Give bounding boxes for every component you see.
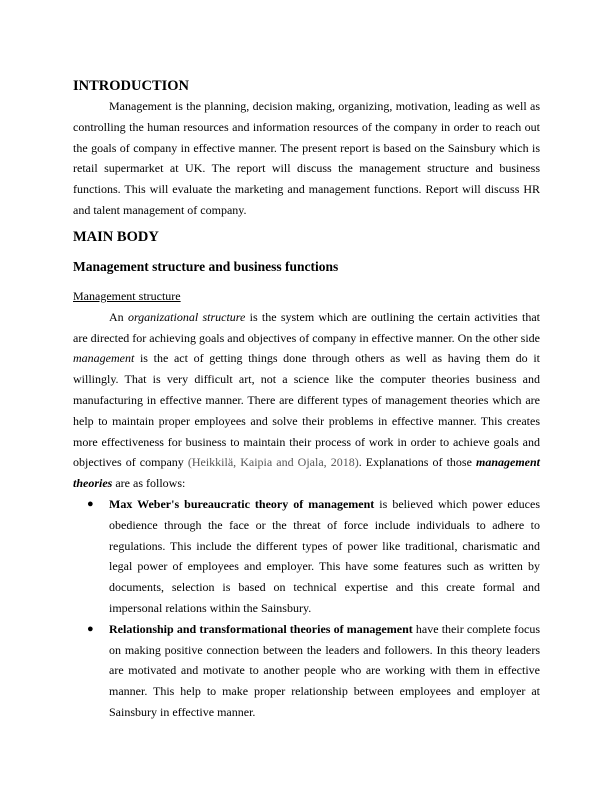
bullet-text: have their complete focus on making positive connection between the leaders and followers. In this theory leaders are motivated and motivate to another people who are working with them in effective manner. This help to make proper relationship between employees and employer at Sainsbury in effective manner. [109, 621, 540, 719]
para-text-2: is the system which are outlining the certain activities that are directed for achieving goals and objectives of company in effective manner. On the other side [73, 309, 540, 345]
bullet-text: is believed which power educes obedience through the face or the threat of force include individuals to adhere to regulations. This include the different types of power like traditional, charismatic and legal power of employees and employer. This have some features such as written by documents, selection is based on technical expertise and this create formal and impersonal relations within the Sainsbury. [109, 496, 540, 615]
bullet-bold: Relationship and transformational theories of management [109, 621, 413, 636]
bullet-icon: ● [87, 622, 94, 635]
document-page [73, 76, 540, 723]
bullet-bold: Max Weber's bureaucratic theory of management [109, 496, 375, 511]
para-text-4: . Explanations of those [358, 455, 476, 470]
bullet-icon: ● [87, 497, 94, 510]
citation: (Heikkilä, Kaipia and Ojala, 2018) [187, 455, 359, 470]
term-management-theories: management theories [73, 455, 540, 491]
para-text-5: are as follows: [112, 476, 186, 491]
para-text-3: is the act of getting things done through others as well as having them do it willingly. That is very difficult art, not a science like the computer theories business and manufacturing in effective manner. There are different types of management theories which are help to maintain proper employees and solve their problems in effective manner. This creates more effectiveness for business to maintain their process of work in order to achieve goals and objectives of company [73, 351, 540, 470]
list-item [73, 494, 540, 619]
intro-heading: INTRODUCTION [73, 78, 190, 94]
structure-paragraph [73, 307, 540, 494]
management-structure-label: Management structure [73, 288, 181, 303]
term-management: management [73, 351, 135, 366]
list-item [73, 619, 540, 723]
section-subheading: Management structure and business functions [73, 258, 339, 274]
theories-list [73, 494, 540, 723]
term-organizational-structure: organizational structure [127, 309, 246, 324]
intro-paragraph: Management is the planning, decision making, organizing, motivation, leading as well as controlling the human resources and information resources of the company in order to reach out the goals of company in effective manner. The present report is based on the Sainsbury which is retail supermarket at UK. The report will discuss the management structure and business functions. This will evaluate the marketing and management functions. Report will discuss HR and talent management of company. [73, 99, 540, 217]
main-body-heading: MAIN BODY [73, 228, 159, 245]
para-text-1: An [109, 309, 128, 324]
